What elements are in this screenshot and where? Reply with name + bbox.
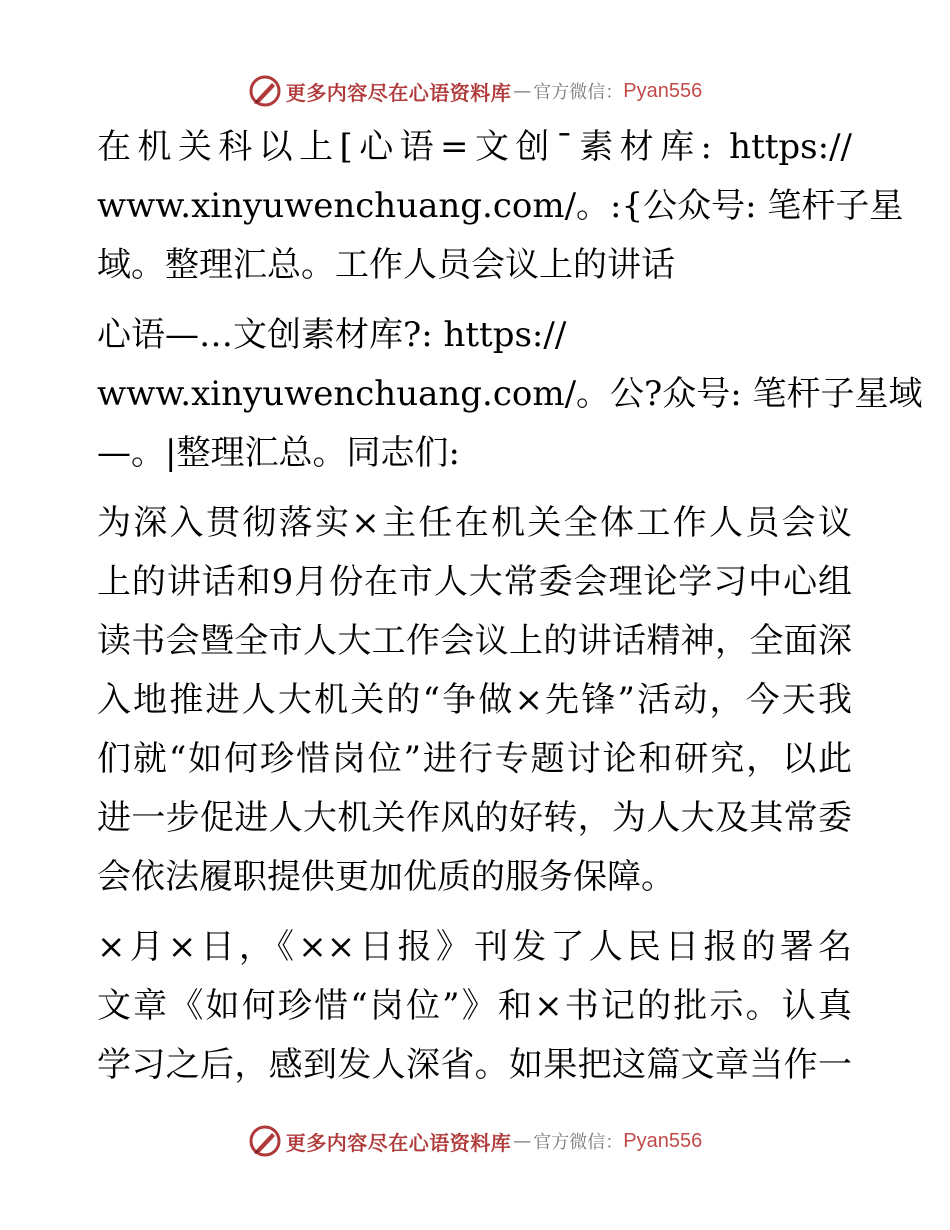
- paragraph: [97, 918, 852, 1095]
- text-line: 们就“如何珍惜岗位”进行专题讨论和研究，以此: [97, 739, 852, 779]
- header-banner: [0, 71, 950, 111]
- banner-separator: —: [513, 1130, 532, 1152]
- text-line: 在机关科以上[心语=文创¯素材库: https://: [97, 127, 852, 167]
- banner-wechat-label: 官方微信：: [533, 1132, 624, 1153]
- document-body: [97, 118, 923, 1095]
- paragraph: [97, 118, 904, 295]
- text-line: www.xinyuwenchuang.com/。:{公众号: 笔杆子星: [97, 186, 904, 226]
- text-line: —。|整理汇总。同志们:: [97, 433, 460, 473]
- text-line: 心语—…文创素材库?: https://: [97, 315, 567, 355]
- paragraph: [97, 494, 852, 907]
- footer-banner: [0, 1121, 950, 1161]
- text-line: 学习之后，感到发人深省。如果把这篇文章当作一: [97, 1045, 852, 1085]
- pen-logo-icon: [248, 74, 282, 108]
- banner-text: 更多内容尽在心语资料库: [285, 80, 512, 105]
- text-line: 文章《如何珍惜“岗位”》和×书记的批示。认真: [97, 986, 852, 1026]
- banner-wechat-label: 官方微信：: [533, 82, 624, 103]
- text-line: 入地推进人大机关的“争做×先锋”活动，今天我: [97, 680, 852, 720]
- text-line: ×月×日，《××日报》刊发了人民日报的署名: [97, 927, 852, 967]
- banner-wechat-id: Pyan556: [623, 79, 703, 102]
- banner-text: 更多内容尽在心语资料库: [285, 1130, 512, 1155]
- banner-separator: —: [513, 80, 532, 102]
- text-line: 域。整理汇总。工作人员会议上的讲话: [97, 245, 675, 285]
- text-line: 进一步促进人大机关作风的好转，为人大及其常委: [97, 798, 852, 838]
- paragraph: [97, 306, 923, 483]
- banner-wechat-id: Pyan556: [623, 1129, 703, 1152]
- text-line: 上的讲话和9月份在市人大常委会理论学习中心组: [97, 562, 852, 602]
- text-line: 为深入贯彻落实×主任在机关全体工作人员会议: [97, 503, 852, 543]
- text-line: www.xinyuwenchuang.com/。公?众号: 笔杆子星域: [97, 374, 923, 414]
- pen-logo-icon: [248, 1124, 282, 1158]
- text-line: 读书会暨全市人大工作会议上的讲话精神，全面深: [97, 621, 852, 661]
- text-line: 会依法履职提供更加优质的服务保障。: [97, 857, 675, 897]
